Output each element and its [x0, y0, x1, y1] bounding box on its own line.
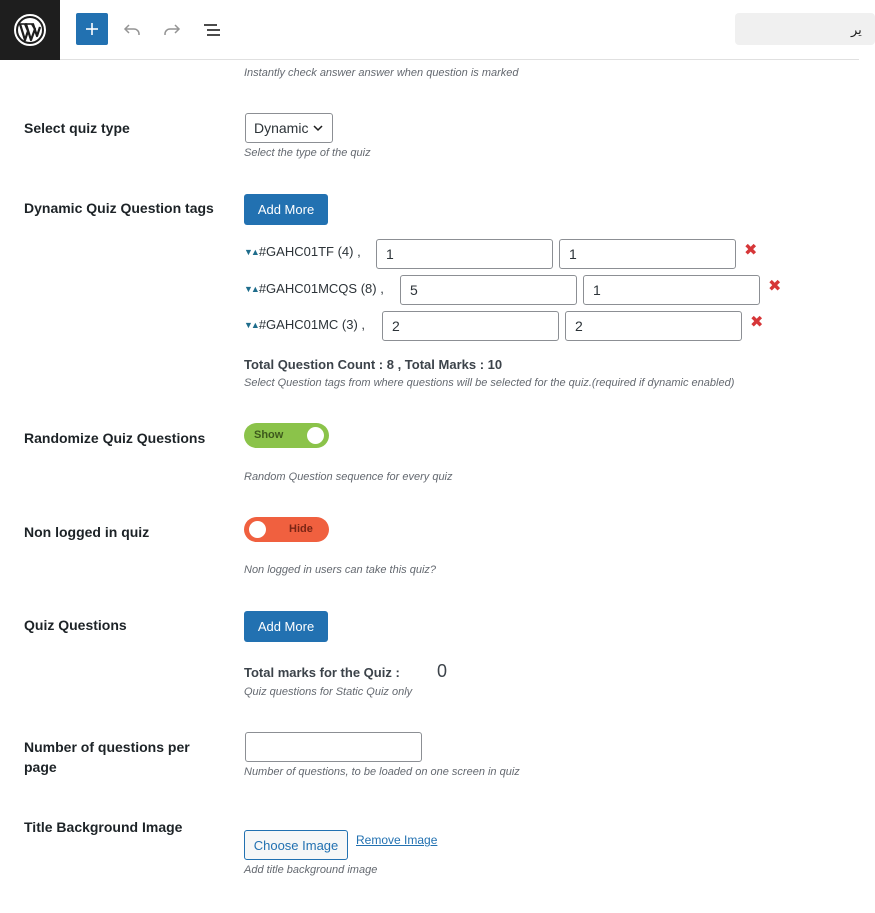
title-bg-description: Add title background image	[244, 864, 378, 876]
editor-toolbar	[0, 0, 862, 60]
wordpress-logo-icon[interactable]	[0, 0, 60, 60]
non-logged-toggle-label: Hide	[289, 523, 313, 535]
instant-check-description: Instantly check answer answer when question is marked	[244, 67, 519, 79]
undo-icon[interactable]	[120, 18, 144, 42]
randomize-description: Random Question sequence for every quiz	[244, 471, 453, 483]
redo-icon[interactable]	[160, 18, 184, 42]
non-logged-toggle[interactable]	[244, 517, 329, 542]
toggle-knob	[307, 427, 324, 444]
tag-row-3[interactable]	[244, 317, 365, 332]
sort-arrows-icon[interactable]: ▼▲	[244, 319, 258, 330]
sort-arrows-icon[interactable]: ▼▲	[244, 283, 258, 294]
questions-per-page-description: Number of questions, to be loaded on one screen in quiz	[244, 766, 520, 778]
remove-tag-row-1-icon[interactable]: ✖	[744, 242, 758, 259]
quiz-questions-description: Quiz questions for Static Quiz only	[244, 686, 413, 698]
tag-row-2-marks-input[interactable]: 1	[583, 275, 760, 305]
tag-row-3-count-input[interactable]: 2	[382, 311, 559, 341]
total-question-count: Total Question Count : 8 , Total Marks : 10	[244, 357, 503, 372]
randomize-label: Randomize Quiz Questions	[24, 430, 206, 446]
chevron-down-icon	[312, 122, 324, 134]
randomize-toggle[interactable]	[244, 423, 329, 448]
tag-row-1-label: #GAHC01TF (4) ,	[258, 244, 361, 259]
sort-arrows-icon[interactable]: ▼▲	[244, 246, 258, 257]
add-more-tags-button[interactable]: Add More	[244, 194, 328, 225]
quiz-type-select[interactable]	[245, 113, 333, 143]
toggle-knob	[249, 521, 266, 538]
remove-image-link[interactable]: Remove Image	[356, 833, 438, 847]
questions-per-page-label: Number of questions per page	[24, 739, 190, 775]
tag-row-1-marks-input[interactable]: 1	[559, 239, 736, 269]
questions-per-page-input[interactable]	[245, 732, 422, 762]
non-logged-label: Non logged in quiz	[24, 524, 150, 540]
total-marks-value: 0	[437, 661, 448, 681]
quiz-questions-label: Quiz Questions	[24, 617, 127, 633]
total-marks-label: Total marks for the Quiz :	[244, 665, 400, 680]
remove-tag-row-3-icon[interactable]: ✖	[750, 314, 764, 331]
remove-tag-row-2-icon[interactable]: ✖	[768, 278, 782, 295]
tag-row-3-label: #GAHC01MC (3) ,	[258, 317, 366, 332]
dynamic-tags-label: Dynamic Quiz Question tags	[24, 200, 214, 216]
title-bg-label: Title Background Image	[24, 819, 183, 835]
tag-row-2[interactable]	[244, 281, 384, 296]
tag-row-1-count-input[interactable]: 1	[376, 239, 553, 269]
command-search-text: ير	[851, 22, 862, 37]
tag-row-3-marks-input[interactable]: 2	[565, 311, 742, 341]
quiz-type-label: Select quiz type	[24, 120, 130, 136]
tag-row-2-label: #GAHC01MCQS (8) ,	[258, 281, 384, 296]
plus-icon	[84, 21, 100, 37]
dynamic-tags-description: Select Question tags from where questions will be selected for the quiz.(required if dynamic enabled)	[244, 377, 735, 389]
document-overview-icon[interactable]	[200, 18, 224, 42]
quiz-type-selected-value: Dynamic	[254, 120, 309, 136]
quiz-type-description: Select the type of the quiz	[244, 147, 371, 159]
non-logged-description: Non logged in users can take this quiz?	[244, 564, 437, 576]
add-block-button[interactable]	[76, 13, 108, 45]
tag-row-1[interactable]	[244, 244, 361, 259]
randomize-toggle-label: Show	[254, 429, 284, 441]
choose-image-button[interactable]: Choose Image	[244, 830, 348, 860]
tag-row-2-count-input[interactable]: 5	[400, 275, 577, 305]
add-more-questions-button[interactable]: Add More	[244, 611, 328, 642]
